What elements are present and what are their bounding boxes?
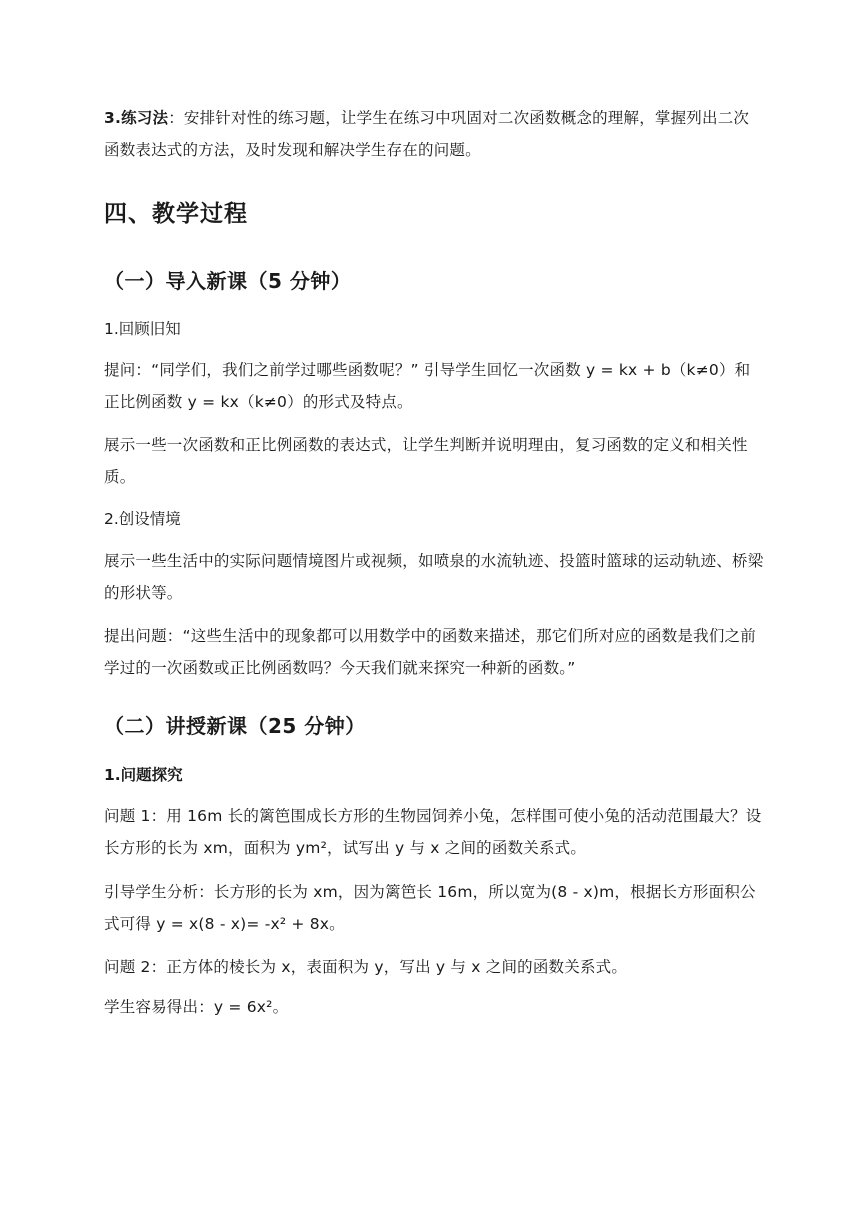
problem-2-paragraph: 问题 2：正方体的棱长为 x，表面积为 y，写出 y 与 x 之间的函数关系式。	[104, 958, 628, 976]
problem-1-paragraph: 问题 1：用 16m 长的篱笆围成长方形的生物园饲养小兔，怎样围可使小兔的活动范围最大？设长方形的长为 xm，面积为 ym²，试写出 y 与 x 之间的函数关系式。	[104, 807, 762, 857]
review-show-paragraph: 展示一些一次函数和正比例函数的表达式，让学生判断并说明理由，复习函数的定义和相关性质。	[104, 436, 748, 486]
item-scenario-title: 2.创设情境	[104, 510, 181, 528]
problem-2-answer-paragraph: 学生容易得出：y = 6x²。	[104, 998, 289, 1016]
method-practice-lead: 3.练习法	[104, 109, 169, 127]
item-review-title: 1.回顾旧知	[104, 320, 181, 338]
item-problem-explore-title: 1.问题探究	[104, 766, 183, 784]
method-practice-text: ：安排针对性的练习题，让学生在练习中巩固对二次函数概念的理解，掌握列出二次函数表达式的方法，及时发现和解决学生存在的问题。	[104, 109, 750, 159]
subsection-heading-intro: （一）导入新课（5 分钟）	[104, 269, 352, 293]
problem-1-analysis-paragraph: 引导学生分析：长方形的长为 xm，因为篱笆长 16m，所以宽为(8 - x)m，根据长方形面积公式可得 y = x(8 - x)= -x² + 8x。	[104, 883, 756, 933]
review-question-paragraph: 提问：“同学们，我们之前学过哪些函数呢？” 引导学生回忆一次函数 y = kx + b（k≠0）和正比例函数 y = kx（k≠0）的形式及特点。	[104, 361, 751, 411]
method-practice-paragraph	[104, 102, 764, 166]
section-heading-teaching-process: 四、教学过程	[104, 201, 248, 227]
subsection-heading-new-lesson: （二）讲授新课（25 分钟）	[104, 714, 366, 738]
scenario-show-paragraph: 展示一些生活中的实际问题情境图片或视频，如喷泉的水流轨迹、投篮时篮球的运动轨迹、桥梁的形状等。	[104, 552, 764, 602]
scenario-question-paragraph: 提出问题：“这些生活中的现象都可以用数学中的函数来描述，那它们所对应的函数是我们之前学过的一次函数或正比例函数吗？今天我们就来探究一种新的函数。”	[104, 627, 756, 677]
